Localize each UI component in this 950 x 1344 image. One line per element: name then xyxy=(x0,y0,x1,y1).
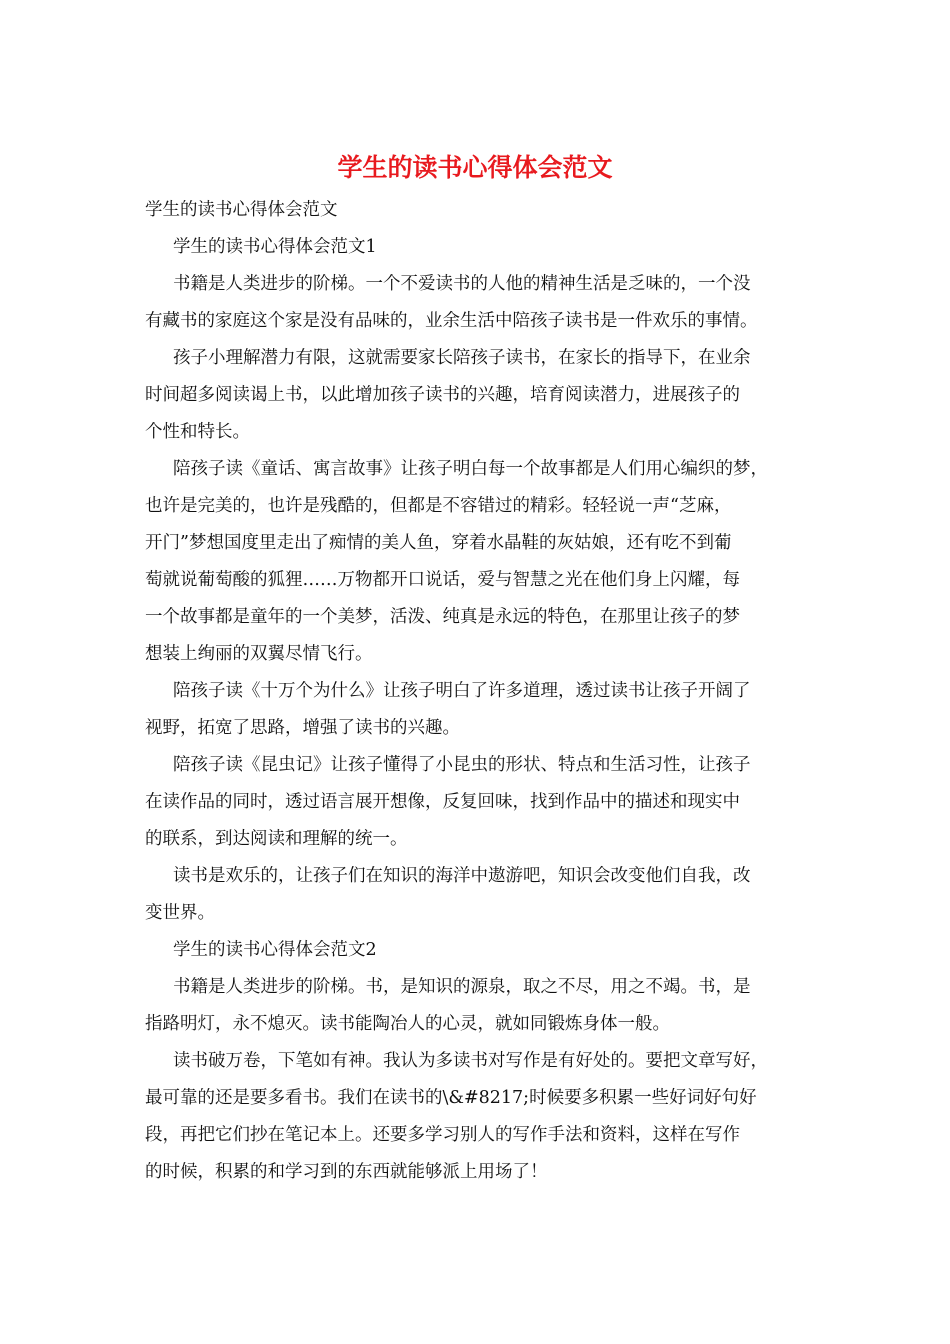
text-line: 指路明灯，永不熄灭。读书能陶冶人的心灵，就如同锻炼身体一般。 xyxy=(145,1014,670,1034)
text-line: 时间超多阅读谒上书，以此增加孩子读书的兴趣，培育阅读潜力，进展孩子的 xyxy=(145,385,740,405)
text-line: 萄就说葡萄酸的狐狸……万物都开口说话，爱与智慧之光在他们身上闪耀，每 xyxy=(145,570,740,590)
text-line: 读书破万卷，下笔如有神。我认为多读书对写作是有好处的。要把文章写好， xyxy=(173,1051,768,1071)
text-line: 视野，拓宽了思路，增强了读书的兴趣。 xyxy=(145,718,460,738)
text-line: 书籍是人类进步的阶梯。一个不爱读书的人他的精神生活是乏味的，一个没 xyxy=(173,274,751,294)
text-line: 读书是欢乐的，让孩子们在知识的海洋中遨游吧，知识会改变他们自我，改 xyxy=(173,866,751,886)
text-line: 学生的读书心得体会范文2 xyxy=(173,940,377,960)
document-title: 学生的读书心得体会范文 xyxy=(337,153,613,182)
text-line: 有藏书的家庭这个家是没有品味的，业余生活中陪孩子读书是一件欢乐的事情。 xyxy=(145,311,758,331)
text-line: 孩子小理解潜力有限，这就需要家长陪孩子读书，在家长的指导下，在业余 xyxy=(173,348,751,368)
text-line: 最可靠的还是要多看书。我们在读书的\&#8217;时候要多积累一些好词好句好 xyxy=(145,1088,757,1108)
text-line: 陪孩子读《昆虫记》让孩子懂得了小昆虫的形状、特点和生活习性，让孩子 xyxy=(173,755,751,775)
document-body xyxy=(145,192,825,1191)
text-line: 变世界。 xyxy=(145,903,215,923)
text-line: 书籍是人类进步的阶梯。书，是知识的源泉，取之不尽，用之不竭。书，是 xyxy=(173,977,751,997)
text-line: 个性和特长。 xyxy=(145,422,250,442)
text-line: 陪孩子读《十万个为什么》让孩子明白了许多道理，透过读书让孩子开阔了 xyxy=(173,681,751,701)
text-line: 学生的读书心得体会范文1 xyxy=(173,237,377,257)
text-line: 的联系，到达阅读和理解的统一。 xyxy=(145,829,408,849)
text-line: 学生的读书心得体会范文 xyxy=(145,200,338,220)
text-line: 想装上绚丽的双翼尽情飞行。 xyxy=(145,644,373,664)
text-line: 在读作品的同时，透过语言展开想像，反复回味，找到作品中的描述和现实中 xyxy=(145,792,740,812)
text-line: 一个故事都是童年的一个美梦，活泼、纯真是永远的特色，在那里让孩子的梦 xyxy=(145,607,740,627)
text-line: 也许是完美的，也许是残酷的，但都是不容错过的精彩。轻轻说一声“芝麻， xyxy=(145,496,732,516)
text-line: 陪孩子读《童话、寓言故事》让孩子明白每一个故事都是人们用心编织的梦， xyxy=(173,459,768,479)
text-line: 开门”梦想国度里走出了痴情的美人鱼，穿着水晶鞋的灰姑娘，还有吃不到葡 xyxy=(145,533,732,553)
text-line: 段，再把它们抄在笔记本上。还要多学习别人的写作手法和资料，这样在写作 xyxy=(145,1125,740,1145)
text-line: 的时候，积累的和学习到的东西就能够派上用场了！ xyxy=(145,1162,548,1182)
